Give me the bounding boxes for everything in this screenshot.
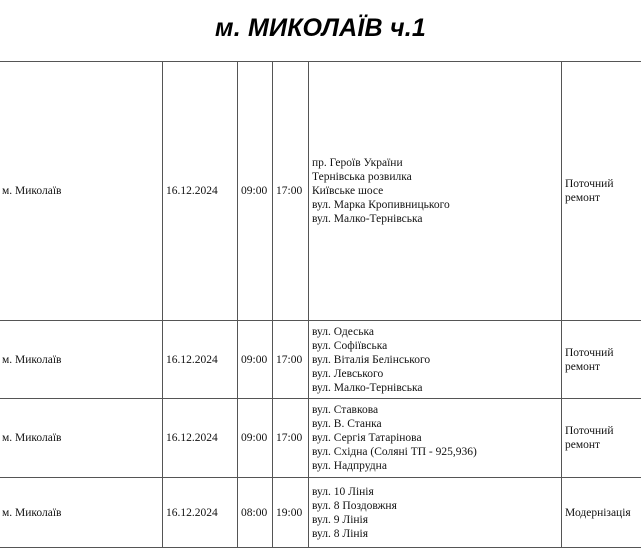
street-item: вул. Марка Кропивницького	[312, 198, 558, 212]
work-type-cell	[562, 62, 641, 321]
streets-cell	[309, 399, 562, 478]
city-cell: м. Миколаїв	[0, 321, 163, 399]
date-cell: 16.12.2024	[163, 478, 238, 548]
street-item: вул. 8 Лінія	[312, 527, 558, 541]
street-item: Київське шосе	[312, 184, 558, 198]
start-time-cell: 09:00	[238, 399, 273, 478]
streets-cell	[309, 478, 562, 548]
work-type-text: Поточний	[565, 346, 638, 360]
street-item: вул. Віталія Белінського	[312, 353, 558, 367]
street-item: вул. Одеська	[312, 325, 558, 339]
end-time-cell: 17:00	[273, 399, 309, 478]
street-item: вул. Левського	[312, 367, 558, 381]
street-item: вул. Малко-Тернівська	[312, 212, 558, 226]
street-item: вул. Ставкова	[312, 403, 558, 417]
start-time-cell: 09:00	[238, 62, 273, 321]
work-type-text: Модернізація	[565, 506, 638, 520]
street-item: вул. Софіївська	[312, 339, 558, 353]
work-type-cell	[562, 321, 641, 399]
start-time-cell: 09:00	[238, 321, 273, 399]
outage-schedule-table	[0, 61, 641, 548]
work-type-text: ремонт	[565, 191, 638, 205]
street-item: вул. 8 Поздовжня	[312, 499, 558, 513]
street-item: Тернівська розвилка	[312, 170, 558, 184]
end-time-cell: 17:00	[273, 321, 309, 399]
city-cell: м. Миколаїв	[0, 62, 163, 321]
work-type-text: ремонт	[565, 438, 638, 452]
city-cell: м. Миколаїв	[0, 478, 163, 548]
start-time-cell: 08:00	[238, 478, 273, 548]
page-title: м. МИКОЛАЇВ ч.1	[0, 14, 641, 43]
street-item: вул. Сергія Татарінова	[312, 431, 558, 445]
street-item: вул. В. Станка	[312, 417, 558, 431]
street-item: вул. Східна (Соляні ТП - 925,936)	[312, 445, 558, 459]
street-item: вул. 10 Лінія	[312, 485, 558, 499]
work-type-cell	[562, 478, 641, 548]
city-cell: м. Миколаїв	[0, 399, 163, 478]
work-type-text: Поточний	[565, 177, 638, 191]
street-item: пр. Героїв України	[312, 156, 558, 170]
street-item: вул. Надпрудна	[312, 459, 558, 473]
table-row	[0, 321, 641, 399]
date-cell: 16.12.2024	[163, 321, 238, 399]
work-type-cell	[562, 399, 641, 478]
work-type-text: Поточний	[565, 424, 638, 438]
end-time-cell: 17:00	[273, 62, 309, 321]
end-time-cell: 19:00	[273, 478, 309, 548]
table-row	[0, 399, 641, 478]
date-cell: 16.12.2024	[163, 399, 238, 478]
streets-cell	[309, 321, 562, 399]
streets-cell	[309, 62, 562, 321]
street-item: вул. 9 Лінія	[312, 513, 558, 527]
date-cell: 16.12.2024	[163, 62, 238, 321]
work-type-text: ремонт	[565, 360, 638, 374]
table-row	[0, 62, 641, 321]
table-row	[0, 478, 641, 548]
street-item: вул. Малко-Тернівська	[312, 381, 558, 395]
